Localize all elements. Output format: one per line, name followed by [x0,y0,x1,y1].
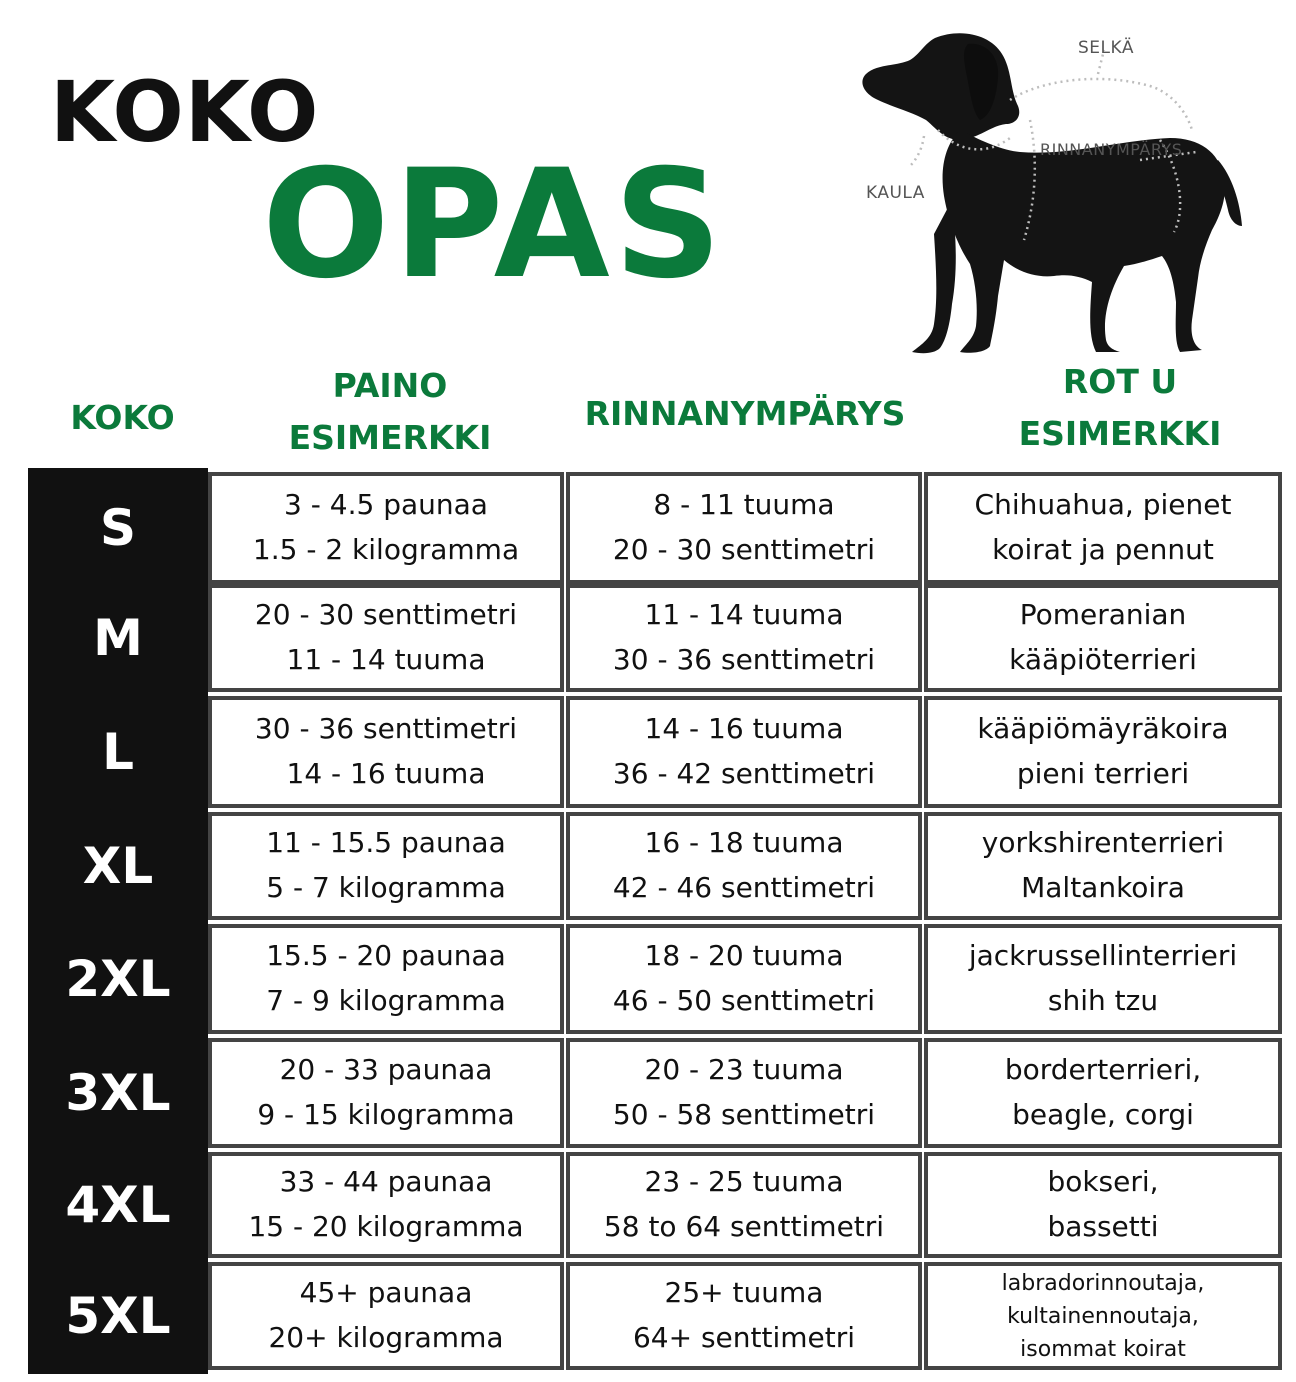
chest-cell [566,472,922,584]
chest-cell-line: 36 - 42 senttimetri [612,757,876,790]
breed-cell [924,472,1282,584]
size-table [28,468,1282,1374]
size-label: 3XL [65,1064,171,1122]
header-weight [240,360,540,464]
chest-cell-line: 46 - 50 senttimetri [612,984,876,1017]
chest-cell-line: 64+ senttimetri [632,1321,856,1354]
breed-cell-line: jackrussellinterrieri [968,939,1238,973]
size-label: XL [82,837,154,895]
breed-cell [924,1152,1282,1258]
chest-cell-line: 14 - 16 tuuma [644,712,844,746]
breed-cell-line: bassetti [1047,1210,1159,1243]
weight-cell-line: 33 - 44 paunaa [279,1165,493,1199]
dog-label-back: SELKÄ [1078,38,1134,58]
header-chest [560,388,930,440]
chest-cell-line: 18 - 20 tuuma [644,939,844,973]
breed-cell [924,924,1282,1034]
breed-cell-line: beagle, corgi [1012,1098,1194,1131]
weight-cell [208,696,564,808]
header-size [40,392,205,444]
weight-cell-line: 1.5 - 2 kilogramma [252,533,520,566]
weight-cell [208,472,564,584]
chest-cell-line: 23 - 25 tuuma [644,1165,844,1199]
weight-cell-line: 20+ kilogramma [268,1321,504,1354]
weight-cell [208,1038,564,1148]
chest-cell-line: 11 - 14 tuuma [644,598,844,632]
weight-cell-line: 3 - 4.5 paunaa [284,488,488,522]
weight-cell [208,924,564,1034]
weight-cell-line: 7 - 9 kilogramma [266,984,506,1017]
chest-cell [566,1038,922,1148]
weight-cell-line: 5 - 7 kilogramma [266,871,506,904]
breed-cell [924,696,1282,808]
chest-cell-line: 58 to 64 senttimetri [603,1210,885,1243]
breed-cell-line: borderterrieri, [1004,1053,1202,1087]
weight-cell-line: 9 - 15 kilogramma [257,1098,515,1131]
chest-cell [566,1262,922,1370]
chest-cell-line: 42 - 46 senttimetri [612,871,876,904]
breed-cell-line: bokseri, [1047,1165,1159,1199]
breed-cell [924,584,1282,692]
chest-cell-line: 25+ tuuma [664,1276,824,1310]
weight-cell [208,584,564,692]
breed-cell-line: koirat ja pennut [992,533,1214,566]
chest-cell [566,1152,922,1258]
chest-cell-line: 30 - 36 senttimetri [612,643,876,676]
header-weight-line-2: ESIMERKKI [288,418,492,457]
dog-label-chest: RINNANYMPÄRYS [1040,140,1183,159]
breed-cell-line: Maltankoira [1021,871,1185,904]
breed-cell-line: pieni terrieri [1016,757,1190,790]
size-label: 5XL [65,1287,171,1345]
header-weight-line-1: PAINO [332,366,448,405]
breed-cell-line: labradorinnoutaja, [1001,1270,1205,1296]
title-opas: OPAS [262,138,726,312]
chest-cell [566,812,922,920]
chest-cell-line: 20 - 30 senttimetri [612,533,876,566]
chest-cell [566,924,922,1034]
breed-cell-line: isommat koirat [1020,1336,1186,1362]
header-breed-line-2: ESIMERKKI [1018,414,1222,453]
size-label: 2XL [65,950,171,1008]
chest-cell-line: 8 - 11 tuuma [653,488,835,522]
breed-cell-line: yorkshirenterrieri [981,826,1225,860]
title-koko: KOKO [50,63,320,161]
breed-cell [924,1038,1282,1148]
size-label: S [99,499,136,557]
header-breed [960,356,1280,460]
header-breed-line-1: ROT U [1062,362,1178,401]
chest-cell-line: 50 - 58 senttimetri [612,1098,876,1131]
weight-cell-line: 15 - 20 kilogramma [248,1210,524,1243]
chest-cell-line: 16 - 18 tuuma [644,826,844,860]
weight-cell-line: 11 - 15.5 paunaa [266,826,506,860]
dog-label-neck: KAULA [866,183,925,203]
breed-cell-line: Pomeranian [1019,598,1187,632]
chest-cell-line: 20 - 23 tuuma [644,1053,844,1087]
weight-cell-line: 20 - 30 senttimetri [254,598,518,632]
weight-cell [208,1262,564,1370]
header-size-line: KOKO [70,398,175,437]
weight-cell [208,812,564,920]
chest-cell [566,696,922,808]
weight-cell-line: 15.5 - 20 paunaa [266,939,506,973]
breed-cell [924,1262,1282,1370]
weight-cell-line: 45+ paunaa [299,1276,473,1310]
weight-cell-line: 11 - 14 tuuma [286,643,486,676]
size-label: 4XL [65,1176,171,1234]
breed-cell-line: Chihuahua, pienet [974,488,1232,522]
size-label: M [93,609,143,667]
weight-cell-line: 14 - 16 tuuma [286,757,486,790]
header-chest-line: RINNANYMPÄRYS [584,394,906,433]
weight-cell [208,1152,564,1258]
breed-cell-line: shih tzu [1047,984,1159,1017]
chest-cell [566,584,922,692]
weight-cell-line: 30 - 36 senttimetri [254,712,518,746]
breed-cell-line: kultainennoutaja, [1007,1303,1199,1329]
breed-cell-line: kääpiömäyräkoira [977,712,1229,746]
size-column [28,468,208,1374]
weight-cell-line: 20 - 33 paunaa [279,1053,493,1087]
breed-cell [924,812,1282,920]
breed-cell-line: kääpiöterrieri [1009,643,1197,676]
size-label: L [102,723,134,781]
